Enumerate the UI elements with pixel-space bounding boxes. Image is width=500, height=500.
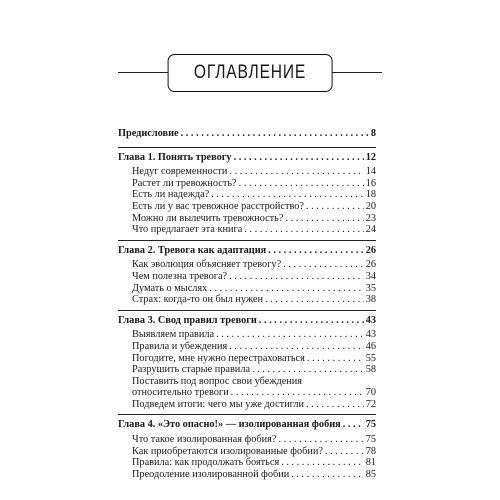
toc-entry-section[interactable] xyxy=(118,446,376,458)
entry-page: 81 xyxy=(365,457,376,469)
entry-label: Есть ли надежда? xyxy=(132,189,210,201)
toc-entry-section[interactable] xyxy=(118,201,376,213)
entry-page: 16 xyxy=(365,177,376,189)
dot-leader xyxy=(268,245,363,257)
toc-entry-section[interactable] xyxy=(118,353,376,365)
toc-entry-section[interactable] xyxy=(118,434,376,446)
entry-label: Страх: когда-то он был нужен xyxy=(132,294,264,306)
entry-label: Что такое изолированная фобия? xyxy=(132,434,277,446)
dot-leader xyxy=(278,434,363,446)
entry-page: 78 xyxy=(365,445,376,457)
dot-leader xyxy=(285,213,363,225)
dot-leader xyxy=(325,446,364,458)
dot-leader xyxy=(244,224,363,236)
entry-page: 35 xyxy=(365,282,376,294)
entry-label: Правила: как продолжать бояться xyxy=(132,457,280,469)
toc-entry-preface[interactable] xyxy=(118,128,376,140)
entry-page: 70 xyxy=(365,387,376,399)
entry-page: 14 xyxy=(365,166,376,178)
entry-page: 18 xyxy=(365,189,376,201)
dot-leader xyxy=(229,166,363,178)
toc-entry-section[interactable] xyxy=(118,283,376,295)
toc-entry-section[interactable] xyxy=(118,387,376,399)
dot-leader xyxy=(306,201,364,213)
dot-leader xyxy=(229,341,363,353)
entry-page: 85 xyxy=(365,468,376,480)
entry-page: 26 xyxy=(365,259,376,271)
dot-leader xyxy=(281,457,364,469)
entry-label: Есть ли у вас тревожное расстройство? xyxy=(132,200,304,212)
entry-label: Глава 3. Свод правил тревоги xyxy=(118,314,257,326)
dot-leader xyxy=(265,294,364,306)
toc-entry-section[interactable] xyxy=(118,469,376,481)
title-frame xyxy=(168,54,333,92)
toc-entry-section[interactable] xyxy=(118,341,376,353)
entry-page: 46 xyxy=(365,340,376,352)
toc-entry-chapter[interactable] xyxy=(118,152,376,164)
toc-entry-section[interactable] xyxy=(118,294,376,306)
dot-leader xyxy=(252,364,364,376)
entry-page: 8 xyxy=(370,128,376,139)
entry-page: 75 xyxy=(365,419,376,431)
entry-label: Как эволюция объясняет тревогу? xyxy=(132,259,282,271)
entry-label: Разрушить старые правила xyxy=(132,364,251,376)
chapter-1 xyxy=(118,147,376,236)
dot-leader xyxy=(291,469,363,481)
entry-page: 24 xyxy=(365,224,376,236)
toc-entry-section[interactable] xyxy=(118,364,376,376)
entry-page: 38 xyxy=(365,294,376,306)
entry-label: Преодоление изолированной фобии xyxy=(132,468,290,480)
entry-label: Чем полезна тревога? xyxy=(132,270,228,282)
entry-label: Погодите, мне нужно перестраховаться xyxy=(132,352,305,364)
entry-page: 75 xyxy=(365,434,376,446)
dot-leader xyxy=(209,283,363,295)
toc-entry-section[interactable] xyxy=(118,271,376,283)
table-of-contents xyxy=(118,128,376,484)
entry-page: 12 xyxy=(365,151,376,163)
toc-entry-section[interactable] xyxy=(118,399,376,411)
entry-page: 23 xyxy=(365,212,376,224)
entry-label: Что предлагает эта книга xyxy=(132,224,243,236)
dot-leader xyxy=(343,419,364,431)
toc-entry-section[interactable] xyxy=(118,189,376,201)
toc-entry-section[interactable] xyxy=(118,178,376,190)
toc-entry-section[interactable] xyxy=(118,329,376,341)
dot-leader xyxy=(231,387,364,399)
entry-page: 26 xyxy=(365,244,376,256)
dot-leader xyxy=(259,315,364,327)
toc-header xyxy=(0,54,500,92)
entry-page: 43 xyxy=(365,329,376,341)
toc-entry-chapter[interactable] xyxy=(118,315,376,327)
entry-label: Выявляем правила xyxy=(132,329,215,341)
chapter-3 xyxy=(118,310,376,411)
toc-entry-section[interactable] xyxy=(118,259,376,271)
entry-label: Недуг современности xyxy=(132,166,228,178)
dot-leader xyxy=(283,259,364,271)
entry-page: 34 xyxy=(365,270,376,282)
entry-page: 43 xyxy=(365,314,376,326)
dot-leader xyxy=(216,329,364,341)
entry-label: Глава 1. Понять тревогу xyxy=(118,151,232,163)
toc-entry-section[interactable] xyxy=(118,224,376,236)
entry-label: Предисловие xyxy=(118,128,179,139)
entry-label: Растет ли тревожность? xyxy=(132,177,237,189)
chapter-2 xyxy=(118,240,376,306)
entry-label: Глава 2. Тревога как адаптация xyxy=(118,244,267,256)
entry-label: Глава 4. «Это опасно!» — изолированная фобия xyxy=(118,419,341,431)
chapter-4 xyxy=(118,414,376,480)
toc-entry-section[interactable] xyxy=(118,166,376,178)
toc-entry-chapter[interactable] xyxy=(118,419,376,431)
dot-leader xyxy=(239,178,364,190)
entry-page: 58 xyxy=(365,364,376,376)
entry-page: 55 xyxy=(365,352,376,364)
entry-label: Как приобретаются изолированные фобии? xyxy=(132,445,323,457)
dot-leader xyxy=(306,399,364,411)
toc-entry-section[interactable] xyxy=(118,457,376,469)
dot-leader xyxy=(181,128,369,140)
dot-leader xyxy=(234,152,364,164)
entry-label: Подведем итоги: чего мы уже достигли xyxy=(132,398,305,410)
entry-label: относительно тревоги xyxy=(132,387,229,399)
dot-leader xyxy=(229,271,364,283)
toc-entry-section-line1[interactable]: Поставить под вопрос свои убеждения xyxy=(132,375,303,387)
dot-leader xyxy=(307,353,364,365)
entry-label: Правила и убеждения xyxy=(132,340,228,352)
entry-label: Думать о мыслях xyxy=(132,282,208,294)
entry-page: 20 xyxy=(365,200,376,212)
dot-leader xyxy=(211,189,363,201)
toc-entry-chapter[interactable] xyxy=(118,245,376,257)
entry-label: Можно ли вылечить тревожность? xyxy=(132,212,284,224)
toc-entry-section[interactable] xyxy=(118,213,376,225)
page-title: ОГЛАВЛЕНИЕ xyxy=(193,62,307,83)
entry-page: 72 xyxy=(365,398,376,410)
